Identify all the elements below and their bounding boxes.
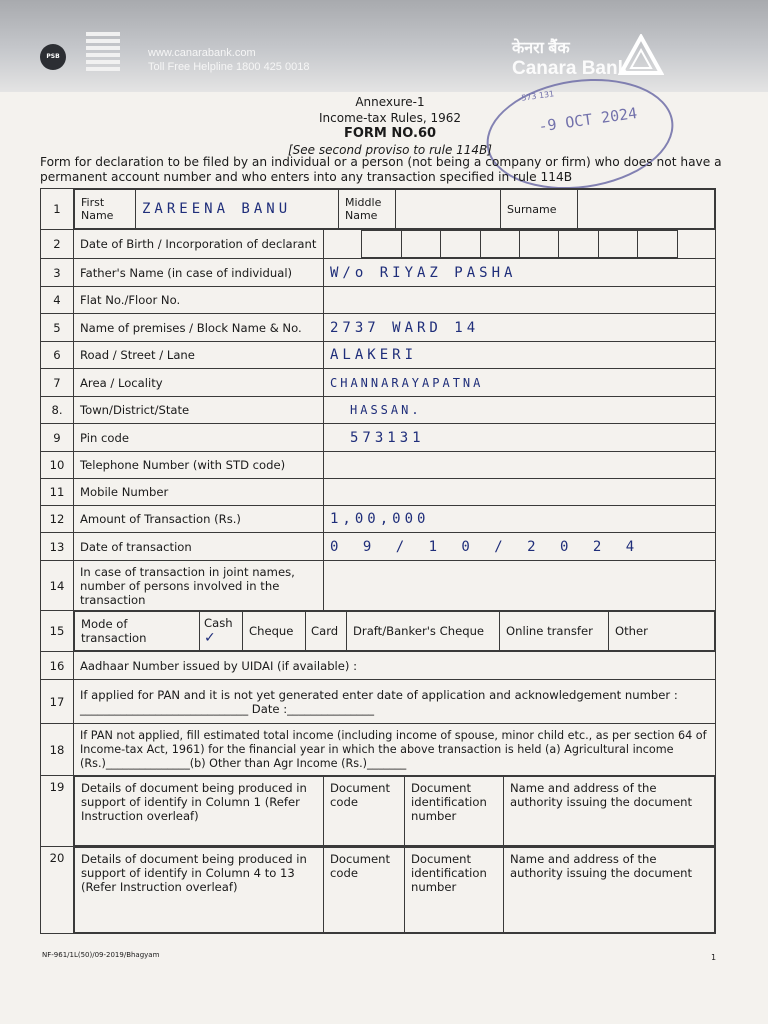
proviso-text: [See second proviso to rule 114B] — [288, 143, 492, 157]
doc-authority-field[interactable] — [504, 777, 715, 846]
row-14 — [41, 561, 716, 611]
dob-label: Date of Birth / Incorporation of declarant — [74, 230, 324, 259]
town-value: HASSAN. — [350, 403, 422, 417]
row-11 — [41, 479, 716, 506]
row-number: 20 — [41, 847, 74, 934]
doc-id-label: Document identification number — [411, 852, 487, 894]
doc-code-label: Document code — [330, 852, 391, 880]
mode-online-option[interactable] — [500, 612, 609, 651]
row-19 — [41, 776, 716, 847]
row-number: 12 — [41, 506, 74, 533]
cheque-label: Cheque — [249, 624, 294, 638]
premises-label: Name of premises / Block Name & No. — [74, 314, 324, 342]
row-3 — [41, 259, 716, 287]
draft-label: Draft/Banker's Cheque — [353, 624, 485, 638]
amount-field[interactable] — [324, 506, 716, 533]
amount-value: 1,00,000 — [330, 511, 430, 527]
bank-helpline: Toll Free Helpline 1800 425 0018 — [148, 61, 310, 73]
flat-no-label: Flat No./Floor No. — [74, 287, 324, 314]
row-number: 15 — [41, 611, 74, 652]
flat-no-field[interactable] — [324, 287, 716, 314]
row-number: 2 — [41, 230, 74, 259]
aadhaar-label: Aadhaar Number issued by UIDAI (if available) : — [80, 658, 358, 673]
pincode-label: Pin code — [74, 424, 324, 452]
row-1 — [41, 189, 716, 230]
row-9 — [41, 424, 716, 452]
cash-label: Cash — [204, 616, 233, 630]
doc-details-label: Details of document being produced in support of identify in Column 4 to 13 (Refer Instruction overleaf) — [75, 848, 324, 933]
town-label: Town/District/State — [74, 397, 324, 424]
row-13 — [41, 533, 716, 561]
doc-details-label: Details of document being produced in support of identify in Column 1 (Refer Instruction overleaf) — [75, 777, 324, 846]
row-number: 8. — [41, 397, 74, 424]
joint-names-field[interactable] — [324, 561, 716, 611]
pan-applied-date-line: _____________________________ Date :_______________ — [80, 701, 375, 716]
row-2 — [41, 230, 716, 259]
brand-bars-graphic — [86, 32, 120, 78]
row-7 — [41, 369, 716, 397]
stamp-top-text: -573 131 — [517, 89, 555, 104]
bank-name-hindi: केनरा बैंक — [512, 40, 570, 57]
doc-authority-label: Name and address of the authority issuing the document — [510, 852, 692, 880]
bank-header-band — [0, 0, 768, 92]
doc-code-field[interactable] — [324, 777, 405, 846]
pincode-value: 573131 — [350, 429, 425, 446]
father-name-label: Father's Name (in case of individual) — [74, 259, 324, 287]
canara-logo-icon — [618, 34, 664, 76]
dob-field[interactable] — [324, 230, 716, 259]
telephone-label: Telephone Number (with STD code) — [74, 452, 324, 479]
row-4 — [41, 287, 716, 314]
estimated-income-label: If PAN not applied, fill estimated total income (including income of spouse, minor child etc., as per section 64 of Income-tax Act, 1961) for the financial year in which the above transaction is held (a) Agricultural income (Rs.)_______________(b) Other than Agr Income (Rs.)_______ — [80, 728, 707, 770]
pan-applied-label: If applied for PAN and it is not yet generated enter date of application and acknowledgement number : — [80, 687, 678, 702]
row-number: 14 — [41, 561, 74, 611]
doc-id-label: Document identification number — [411, 781, 487, 823]
telephone-field[interactable] — [324, 452, 716, 479]
row-number: 3 — [41, 259, 74, 287]
row-number: 18 — [41, 724, 74, 776]
doc-authority-label: Name and address of the authority issuing the document — [510, 781, 692, 809]
first-name-field[interactable] — [136, 190, 339, 229]
estimated-income-field[interactable] — [74, 724, 716, 776]
row-8 — [41, 397, 716, 424]
footer-form-code: NF-961/1L(50)/09-2019/Bhagyam — [42, 951, 160, 959]
bank-website: www.canarabank.com — [148, 47, 256, 59]
area-field[interactable] — [324, 369, 716, 397]
joint-names-label: In case of transaction in joint names, number of persons involved in the transaction — [74, 561, 324, 611]
row-10 — [41, 452, 716, 479]
first-name-value: ZAREENA BANU — [142, 201, 292, 217]
canara-bank-logo-text — [512, 36, 628, 80]
row-number: 11 — [41, 479, 74, 506]
first-name-label: First Name — [75, 190, 136, 229]
row-number: 7 — [41, 369, 74, 397]
txn-date-field[interactable] — [324, 533, 716, 561]
road-label: Road / Street / Lane — [74, 342, 324, 369]
town-field[interactable] — [324, 397, 716, 424]
mode-label: Mode of transaction — [75, 612, 200, 651]
pincode-field[interactable] — [324, 424, 716, 452]
father-name-field[interactable] — [324, 259, 716, 287]
mode-draft-option[interactable] — [347, 612, 500, 651]
mode-cheque-option[interactable] — [243, 612, 306, 651]
premises-value: 2737 WARD 14 — [330, 319, 480, 336]
txn-date-value: 0 9 / 1 0 / 2 0 2 4 — [330, 538, 643, 555]
row-16 — [41, 652, 716, 680]
pan-applied-field[interactable] — [74, 680, 716, 724]
amount-label: Amount of Transaction (Rs.) — [74, 506, 324, 533]
row-18 — [41, 724, 716, 776]
doc-id-field[interactable] — [405, 777, 504, 846]
bank-name-english: Canara Bank — [512, 58, 629, 79]
row-number: 13 — [41, 533, 74, 561]
card-label: Card — [311, 624, 339, 638]
page-number: 1 — [711, 953, 717, 962]
row-6 — [41, 342, 716, 369]
form-intro: Form for declaration to be filed by an individual or a person (not being a company or firm) who does not have a permanent account number and who enters into any transaction specified in rule 114B — [40, 155, 722, 184]
doc-id-field[interactable] — [405, 848, 504, 933]
premises-field[interactable] — [324, 314, 716, 342]
doc-code-label: Document code — [330, 781, 391, 809]
row-number: 19 — [41, 776, 74, 847]
doc-code-field[interactable] — [324, 848, 405, 933]
surname-label: Surname — [501, 190, 578, 229]
middle-name-label: Middle Name — [339, 190, 396, 229]
form60-table — [40, 188, 716, 934]
stamp-date: -9 OCT 2024 — [537, 103, 639, 136]
mobile-label: Mobile Number — [74, 479, 324, 506]
aadhaar-field[interactable] — [74, 652, 716, 680]
other-label: Other — [615, 624, 648, 638]
psb-logo: PSB — [40, 44, 66, 70]
rules-title: Income-tax Rules, 1962 — [318, 111, 461, 125]
form-number: FORM NO.60 — [343, 126, 437, 141]
road-field[interactable] — [324, 342, 716, 369]
row-5 — [41, 314, 716, 342]
row-number: 6 — [41, 342, 74, 369]
mobile-field[interactable] — [324, 479, 716, 506]
row-number: 10 — [41, 452, 74, 479]
row-number: 9 — [41, 424, 74, 452]
row-17 — [41, 680, 716, 724]
father-name-value: W/o RIYAZ PASHA — [330, 264, 517, 281]
txn-date-label: Date of transaction — [74, 533, 324, 561]
area-label: Area / Locality — [74, 369, 324, 397]
checkmark-icon: ✓ — [204, 630, 216, 646]
header-contact — [148, 46, 309, 74]
row-number: 4 — [41, 287, 74, 314]
annexure-title: Annexure-1 — [355, 95, 425, 109]
form-titles — [230, 94, 550, 158]
middle-name-field[interactable] — [396, 190, 501, 229]
road-value: ALAKERI — [330, 347, 418, 363]
area-value: CHANNARAYAPATNA — [330, 375, 484, 390]
row-number: 16 — [41, 652, 74, 680]
row-20 — [41, 847, 716, 934]
mode-cash-option[interactable] — [200, 612, 243, 651]
row-15 — [41, 611, 716, 652]
online-label: Online transfer — [506, 624, 593, 638]
row-number: 5 — [41, 314, 74, 342]
row-number: 1 — [41, 189, 74, 230]
mode-other-option[interactable] — [609, 612, 715, 651]
doc-authority-field[interactable] — [504, 848, 715, 933]
surname-field[interactable] — [578, 190, 715, 229]
mode-card-option[interactable] — [306, 612, 347, 651]
row-12 — [41, 506, 716, 533]
row-number: 17 — [41, 680, 74, 724]
